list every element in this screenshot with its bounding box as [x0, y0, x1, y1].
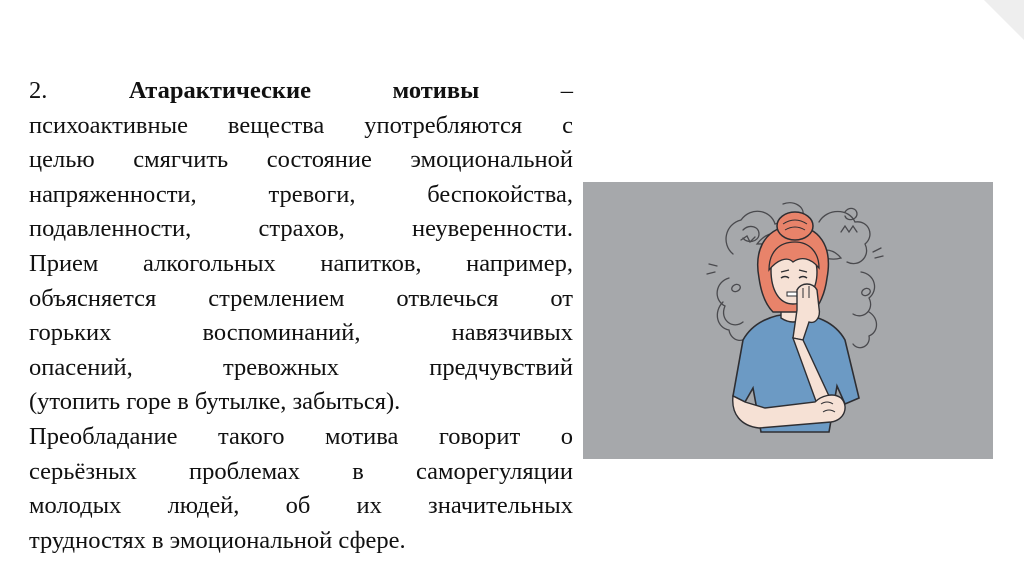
word: алкогольных [142, 249, 276, 277]
text-line-9 [29, 351, 573, 386]
text-line-14: трудностях в эмоциональной сфере. [29, 526, 406, 554]
word: тревоги, [268, 180, 356, 208]
word: неуверенности. [412, 215, 573, 243]
word: стремлением [208, 284, 345, 312]
word: тревожных [223, 353, 339, 381]
text-line-11 [29, 420, 573, 455]
word: значительных [428, 492, 573, 520]
text-line-7 [29, 282, 573, 317]
word: о [560, 422, 573, 450]
term-word-2: мотивы [392, 77, 480, 104]
word: употребляются [364, 111, 523, 139]
hair-bun [777, 212, 813, 240]
word: например, [466, 249, 573, 277]
text-line-2 [29, 109, 573, 144]
word: объясняется [29, 284, 157, 312]
word: с [562, 111, 573, 139]
word: напитков, [320, 249, 422, 277]
word: такого [217, 422, 285, 450]
text-line-8 [29, 316, 573, 351]
word: вещества [227, 111, 325, 139]
dash: – [560, 77, 573, 104]
anxious-woman-illustration [583, 182, 993, 459]
word: психоактивные [29, 111, 188, 139]
word: эмоциональной [410, 146, 573, 174]
text-line-5 [29, 212, 573, 247]
word: серьёзных [29, 457, 137, 485]
word: горьких [29, 319, 112, 347]
word: их [356, 492, 382, 520]
word: саморегуляции [415, 457, 573, 485]
word: страхов, [258, 215, 345, 243]
illustration-svg [583, 182, 993, 459]
word: воспоминаний, [202, 319, 361, 347]
word: предчувствий [429, 353, 573, 381]
word: целью [29, 146, 95, 174]
word: молодых [29, 492, 122, 520]
word: об [285, 492, 311, 520]
text-line-3 [29, 143, 573, 178]
word: проблемах [189, 457, 301, 485]
word: состояние [266, 146, 372, 174]
text-line-1 [29, 74, 573, 109]
word: отвлечься [396, 284, 499, 312]
word: подавленности, [29, 215, 192, 243]
word: навязчивых [451, 319, 573, 347]
word: напряженности, [29, 180, 197, 208]
word: от [550, 284, 573, 312]
word: мотива [324, 422, 399, 450]
word: Преобладание [29, 422, 178, 450]
word: людей, [167, 492, 240, 520]
text-line-13 [29, 489, 573, 524]
word: говорит [438, 422, 521, 450]
text-line-10: (утопить горе в бутылке, забыться). [29, 388, 401, 416]
word: в [352, 457, 364, 485]
corner-fold [984, 0, 1024, 40]
word: опасений, [29, 353, 133, 381]
word: беспокойства, [427, 180, 573, 208]
text-line-4 [29, 178, 573, 213]
text-block [29, 74, 573, 558]
text-line-12 [29, 455, 573, 490]
term-word-1: Атарактические [128, 77, 311, 104]
word: смягчить [133, 146, 229, 174]
text-line-6 [29, 247, 573, 282]
word: Прием [29, 249, 99, 277]
list-number: 2. [29, 77, 48, 104]
